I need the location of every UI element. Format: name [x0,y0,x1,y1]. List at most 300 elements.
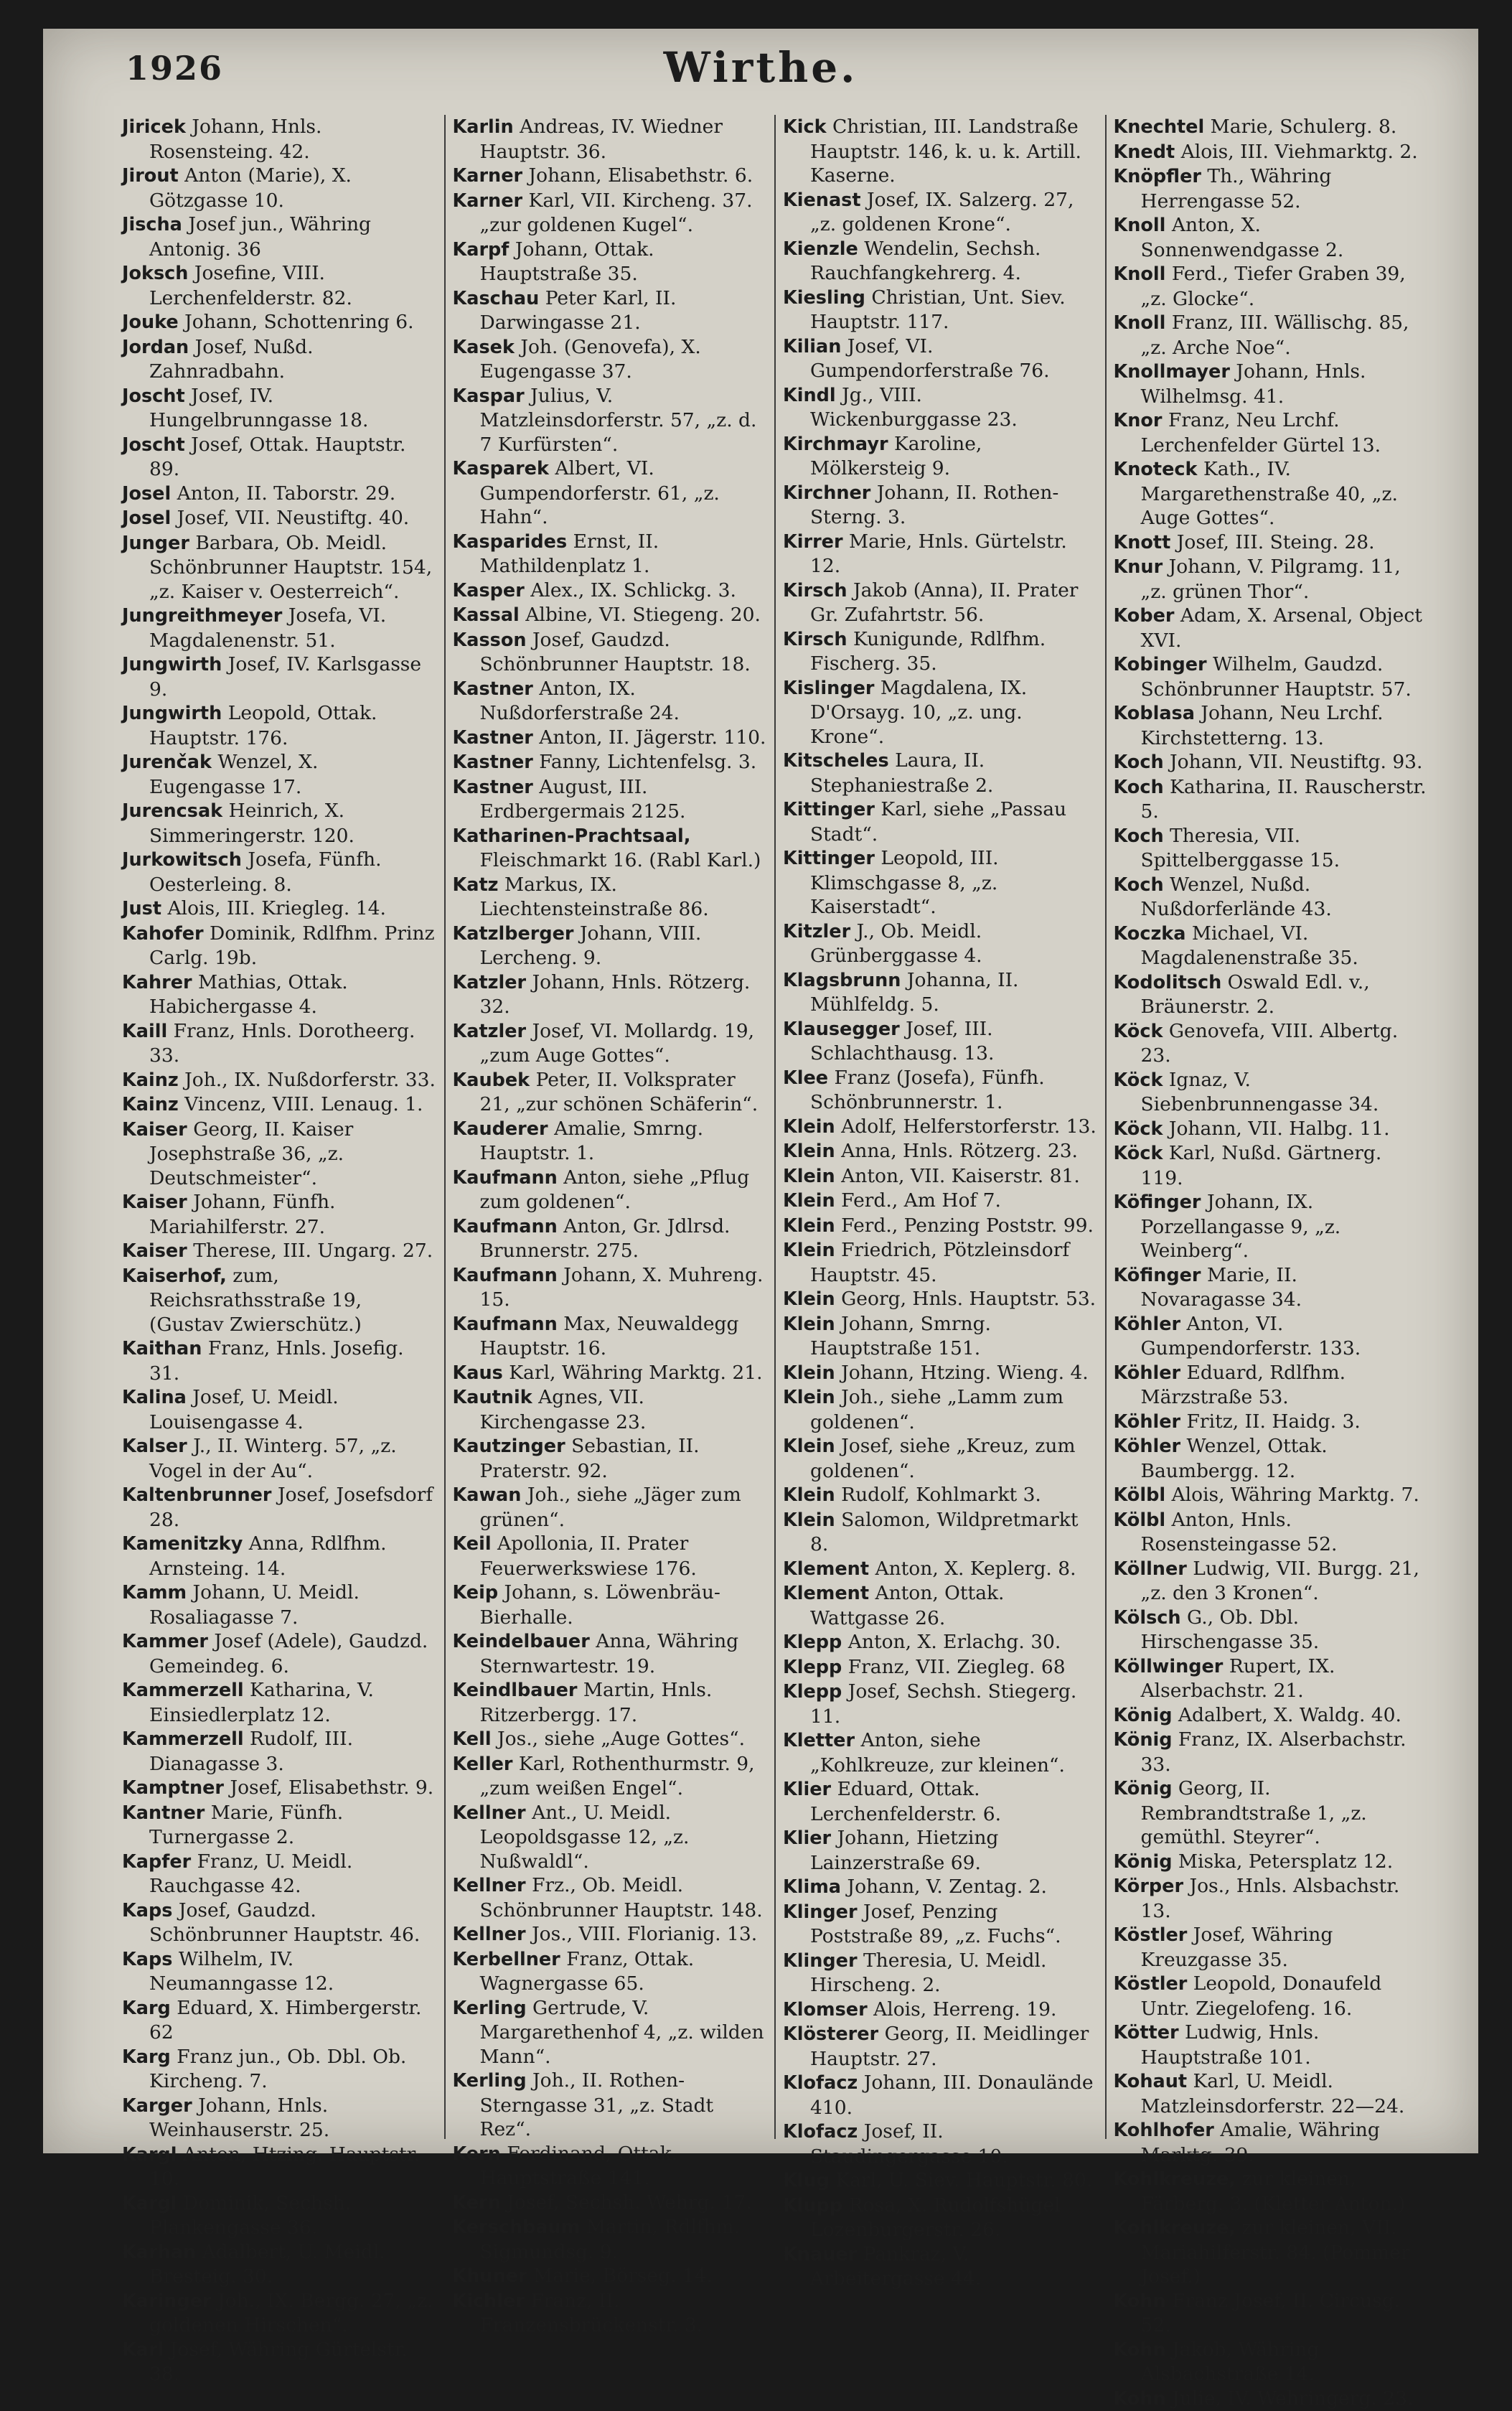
entry-details: Christian, III. Landstraße Hauptstr. 146, k. u. k. Artill. Kaserne. [810,116,1081,187]
entry-details: Josef, Sechsh. Wehrg. 17. [507,2191,751,2214]
directory-entry [783,846,1098,919]
entry-surname: Kainz [122,1094,179,1115]
entry-details: Rudolf, III. Dianagasse 3. [149,1728,353,1775]
entry-details: Georg, II. Kaiser Josephstraße 36, „z. Deutschmeister“. [149,1118,353,1189]
entry-surname: Köhler [1114,1314,1181,1335]
directory-entry [1114,1190,1429,1263]
directory-entry [122,1776,437,1801]
entry-details: Anton, X. Sonnenwendgasse 2. [1141,214,1344,261]
entry-surname: Köck [1114,1069,1163,1091]
directory-entry [122,2240,437,2289]
entry-surname: Knoll [1114,312,1166,334]
entry-details: Franz, Hnls. Josefig. 31. [149,1337,404,1385]
entry-details: Franz, Ottak. Wagnergasse 65. [480,1948,695,1995]
entry-surname: Jungreithmeyer [122,605,282,627]
directory-entry [122,848,437,896]
entry-surname: Joksch [122,263,188,284]
directory-entry [783,676,1098,749]
entry-surname: Klein [783,1116,835,1138]
directory-entry [1114,922,1429,970]
entry-surname: Klein [783,1288,835,1310]
entry-details: Josef, Penzing Poststraße 89, „z. Fuchs“. [810,1901,1061,1948]
entry-details: Georg, II. Meidlinger Hauptstr. 27. [810,2023,1089,2070]
entry-surname: Kohaut [1114,2071,1188,2092]
entry-surname: Keil [453,1533,492,1555]
entry-details: Josef, Nußd. Zahnradbahn. [149,336,314,383]
entry-surname: Keller [453,1754,513,1775]
directory-entry [122,799,437,848]
entry-details: zur kleinen, VII. Mariahilferstr. 84. (Pommer Josef.) [1141,2216,1410,2288]
entry-surname: Kern [453,2143,501,2165]
entry-details: Johann, Hnls. Wilhelmsg. 41. [1141,360,1366,408]
directory-entry [453,2069,768,2142]
directory-entry [453,1117,768,1166]
entry-surname: Kaufmann [453,1265,558,1286]
entry-surname: Köhler [1114,1362,1181,1384]
directory-entry [783,2071,1098,2120]
directory-entry [122,1629,437,1678]
entry-surname: Köfinger [1114,1192,1201,1213]
entry-surname: Köstler [1114,1924,1188,1946]
entry-surname: Kölbl [1114,1509,1166,1531]
entry-surname: Karlin [453,116,514,138]
directory-entry [1114,1728,1429,1776]
entry-surname: Klement [783,1558,869,1580]
directory-entry [453,2264,768,2289]
directory-entry [453,1629,768,1678]
entry-surname: Kammerzell [122,1728,244,1750]
entry-surname: Kauderer [453,1118,548,1140]
directory-entry [453,1752,768,1801]
column-2 [444,115,775,2139]
directory-entry [122,1483,437,1532]
entry-surname: Kober [1114,605,1175,627]
directory-entry [783,481,1098,530]
entry-surname: Kastner [453,727,533,749]
entry-surname: Kislinger [783,678,874,699]
directory-entry [122,531,437,604]
entry-details: Katharina, II. Rauscherstr. 5. [1141,776,1427,823]
entry-surname: Kölsch [1114,1607,1181,1629]
entry-surname: Knechtel [1114,116,1205,138]
directory-entry [453,1483,768,1532]
directory-entry [1114,1923,1429,1972]
entry-surname: Klepp [783,1681,842,1703]
entry-details: Karl, Rothenthurmstr. 9, „zum weißen Engel“. [480,1753,755,1800]
column-1 [115,115,444,2139]
entry-surname: Kassal [453,604,520,626]
entry-details: Albine, VI. Stiegeng. 20. [525,604,761,626]
entry-details: Josef, Währing Kreuzgasse 35. [1141,1924,1333,1971]
entry-surname: Keindlbauer [453,1680,578,1701]
directory-entry [783,2194,1098,2242]
entry-details: Dominik, Rdlfhm. Prinz Carlg. 19b. [149,922,435,970]
directory-entry [122,1092,437,1118]
entry-details: Johann, Hietzing Lainzerstraße 69. [810,1827,998,1874]
directory-entry [453,286,768,335]
entry-surname: Keip [453,1582,499,1604]
entry-details: Jos., Hnls. Alsbachstr. 13. [1141,1875,1400,1922]
entry-details: G., Ob. Dbl. Hirschengasse 35. [1141,1606,1320,1654]
directory-entry [122,1801,437,1850]
entry-surname: Klofacz [783,2072,858,2094]
entry-surname: Kobinger [1114,654,1207,675]
directory-entry [783,1434,1098,1483]
directory-entry [783,1581,1098,1630]
entry-details: Ferd., Am Hof 7. [841,1189,1001,1212]
entry-surname: Kamm [122,1582,187,1604]
entry-details: Amalie, Smrng. Hauptstr. 1. [480,1118,704,1165]
entry-details: Johann, VIII. Lercheng. 9. [480,922,702,970]
directory-entry [1114,2118,1429,2167]
directory-entry [1114,1410,1429,1435]
entry-details: Josef, IV. Hungelbrunngasse 18. [149,385,368,432]
entry-surname: Kitscheles [783,750,889,772]
entry-details: Jakob, Währing Alsbachstraße 14. [1141,2339,1320,2386]
entry-details: Alex., IX. Schlickg. 3. [530,579,736,601]
entry-details: Dominik, Sechsh. Plankengasse 36. [149,2192,351,2239]
entry-details: Alois, Herreng. 19. [873,1998,1056,2021]
entry-details: Amalie, Währing Marktg. 39. [1141,2119,1380,2166]
entry-surname: Kilian [783,336,841,357]
directory-entry [453,1947,768,1996]
directory-entry [783,1066,1098,1115]
entry-surname: Jungwirth [122,654,222,675]
directory-entry [783,1630,1098,1655]
entry-surname: Klein [783,1215,835,1237]
directory-entry [122,1019,437,1068]
entry-surname: Knoll [1114,215,1166,236]
entry-details: Franz (Josefa), Fünfh. Schönbrunnerstr. 1. [810,1067,1045,1114]
entry-surname: Klagsbrunn [783,970,901,991]
entry-details: Josef, III. Steing. 28. [1177,531,1375,553]
directory-entry [1114,2216,1429,2289]
entry-details: Adam, X. Arsenal, Object XVI. [1141,604,1422,652]
directory-entry [1114,1606,1429,1654]
entry-surname: Knollmayer [1114,361,1230,383]
entry-surname: Kaschau [453,288,540,309]
directory-entry [453,164,768,189]
entry-details: Josef, Gaudzd. Schönbrunner Hauptstr. 46. [149,1899,420,1947]
entry-details: Johann, Hnls. Weinhauserstr. 25. [149,2094,329,2142]
entry-details: Salomon, Wildpretmarkt 8. [810,1509,1078,1556]
entry-details: Ludwig, Hnls. Hauptstraße 101. [1141,2021,1320,2069]
entry-surname: Klug [783,2170,830,2191]
directory-entry [783,1115,1098,1140]
entry-surname: Kaspar [453,385,525,407]
entry-surname: Knöpfler [1114,166,1201,187]
entry-surname: König [1114,1705,1173,1726]
entry-details: Anton, IX. Nußdorferstraße 24. [480,678,680,725]
entry-surname: Jurkowitsch [122,849,242,871]
entry-details: Markus, IX. Liechtensteinstraße 86. [480,874,709,921]
directory-entry [453,1678,768,1727]
entry-details: Laura, II. Stephaniestraße 2. [810,749,993,797]
directory-entry [122,970,437,1019]
entry-surname: Kasek [453,337,515,358]
directory-entry [783,1508,1098,1557]
entry-surname: Klier [783,1779,831,1800]
directory-entry [122,433,437,482]
directory-entry [453,1068,768,1117]
entry-surname: Klein [783,1484,835,1506]
directory-entry [783,1777,1098,1826]
directory-entry [783,1949,1098,1998]
entry-surname: Kalser [122,1436,187,1457]
directory-entry [453,1922,768,1947]
directory-entry [453,189,768,238]
entry-details: Martin, Rdlfhm. Sigmundsg. 9. [480,2216,741,2263]
directory-entry [783,1017,1098,1066]
entry-details: Eduard, Rdlfhm. Märzstraße 53. [1141,1362,1346,1409]
directory-entry [1114,652,1429,701]
directory-entry [122,482,437,507]
entry-surname: Kiesling [783,287,865,309]
entry-surname: Kohlkreuze, [1114,2217,1236,2239]
directory-entry [1114,164,1429,213]
entry-surname: Kaufmann [453,1167,558,1189]
entry-details: Josef, IX. Salzerg. 27, „z. goldenen Krone“. [810,189,1074,236]
directory-entry [453,1532,768,1581]
entry-details: Franz, Hnls. Dorotheerg. 33. [149,1020,415,1067]
entry-surname: Kienast [783,189,861,211]
entry-surname: Koch [1114,825,1164,847]
entry-surname: Knedt [1114,141,1175,163]
entry-surname: Kohn [1114,2339,1166,2361]
entry-details: Kath., IV. Margarethenstraße 40, „z. Auge Gottes“. [1141,458,1398,529]
entry-surname: Kerling [453,2070,527,2092]
entry-details: Rupert, IX. Alserbachstr. 21. [1141,1655,1335,1703]
entry-details: Martin, Hnls. Ritzerbergg. 17. [480,1679,713,1726]
directory-entry [783,432,1098,481]
entry-surname: Klinger [783,1901,858,1923]
entry-details: Adalbert, U. Meidl. Bresteig. 30. [149,2241,385,2288]
directory-entry [122,1385,437,1434]
entry-details: August, III. Erdbergermais 2125. [480,776,686,823]
entry-details: Josefa, Fünfh. Oesterleing. 8. [149,848,382,896]
directory-entry [783,2022,1098,2071]
directory-entry [783,1900,1098,1949]
directory-entry [122,750,437,799]
directory-entry [783,1139,1098,1164]
directory-entry [122,1899,437,1947]
entry-surname: Karpf [453,239,510,261]
directory-entry [783,1312,1098,1361]
directory-entry [783,1214,1098,1239]
entry-surname: Kölbl [1114,1484,1166,1506]
entry-surname: Kastner [453,777,533,798]
directory-entry [122,2338,437,2387]
entry-details: Eduard, X. Himbergerstr. 62 [149,1997,421,2044]
entry-details: Christian, Unt. Siev. Hauptstr. 117. [810,286,1066,334]
directory-entry [122,310,437,335]
directory-entry [453,1434,768,1483]
entry-surname: Klee [783,1067,828,1089]
entry-details: Anton, X. Keplerg. 8. [875,1558,1076,1580]
directory-entry [1114,457,1429,530]
directory-entry [122,896,437,922]
entry-details: Fanny, Lichtenfelsg. 3. [539,751,756,773]
entry-details: Ferd., Tiefer Graben 39, „z. Glocke“. [1141,263,1406,310]
directory-entry [1114,1117,1429,1142]
entry-surname: Klein [783,1190,835,1212]
entry-surname: Koczka [1114,923,1186,945]
directory-entry [783,1287,1098,1312]
entry-surname: Klinger [783,1950,858,1972]
entry-surname: Kastner [453,678,533,700]
entry-surname: Kohn [1114,2388,1166,2410]
entry-details: Josef, Sechsh. Stiegerg. 11. [810,1680,1076,1728]
entry-details: Anton, II. Taborstr. 29. [177,482,396,505]
directory-entry [1114,1361,1429,1410]
entry-details: Theresia, U. Meidl. Hirscheng. 2. [810,1949,1046,1997]
entry-surname: Kammer [122,1631,208,1652]
directory-entry [783,627,1098,676]
entry-details: Alois, III. Viehmarktg. 2. [1181,141,1418,163]
directory-entry [1114,824,1429,873]
entry-surname: Kaps [122,1949,172,1970]
directory-entry [783,797,1098,846]
entry-surname: Kittinger [783,848,875,869]
directory-entry [783,334,1098,383]
entry-surname: Kasper [453,580,525,601]
entry-details: Mathias, Ottak. Habichergasse 4. [149,971,348,1019]
entry-details: Ernst, II. Mathildenplatz 1. [480,530,659,578]
entry-surname: Köfinger [1114,1265,1201,1286]
directory-entry [783,579,1098,627]
entry-surname: Kargl [122,2144,177,2166]
entry-details: Josef, Ottak. Hauptstr. 89. [149,434,405,481]
entry-details: Karl, VII. Kircheng. 37. „zur goldenen Kugel“. [480,189,753,237]
entry-details: Alois, III. Kriegleg. 14. [167,897,385,919]
directory-entry [453,603,768,628]
entry-details: Alois, Währing Marktg. 7. [1172,1484,1419,1506]
entry-details: Jos., VIII. Florianig. 13. [532,1923,757,1945]
entry-surname: Kern [453,2192,501,2214]
entry-details: Pankraz, V. Arbeitergasse 44. [810,2243,981,2290]
directory-entry [1114,360,1429,408]
directory-entry [1114,604,1429,652]
entry-surname: Kawan [453,1484,522,1506]
entry-details: J., II. Winterg. 57, „z. Vogel in der Au“. [149,1435,397,1482]
entry-details: Ferdinand, Ottak. Hauptstraße 141. [480,2143,678,2190]
entry-details: Wendelin, Sechsh. Rauchfangkehrerg. 4. [810,238,1041,285]
entry-details: Barbara, Ob. Meidl. Schönbrunner Hauptstr. 154, „z. Kaiser v. Oesterreich“. [149,532,432,603]
entry-surname: Knoteck [1114,459,1198,480]
directory-entry [122,506,437,531]
entry-details: Katharina, V. Einsiedlerplatz 12. [149,1679,374,1726]
directory-entry [783,1189,1098,1214]
entry-details: Josef (Adele), Gaudzd. Gemeindeg. 6. [149,1630,428,1677]
entry-details: Franz, U. Meidl. Rauchgasse 42. [149,1850,352,1898]
directory-entry [453,628,768,677]
entry-details: Therese, III. Ungarg. 27. [193,1240,433,1262]
directory-entry [122,1996,437,2045]
directory-entry [453,1214,768,1263]
entry-surname: Kick [783,116,827,138]
entry-details: Wilhelm, IV. Neumanngasse 12. [149,1948,334,1995]
directory-entry [453,1873,768,1922]
entry-surname: Köstler [1114,1973,1188,1995]
entry-surname: Karg [122,1998,171,2019]
entry-surname: Kainz [122,1069,179,1091]
entry-surname: Kasparek [453,458,549,479]
entry-surname: Körper [1114,1876,1184,1897]
entry-surname: Kaubek [453,1069,530,1091]
page-header [43,43,1478,108]
entry-surname: Karner [453,165,523,187]
entry-surname: Jiricek [122,116,186,138]
directory-entry [1114,701,1429,750]
entry-surname: Junger [122,533,189,554]
entry-surname: Klepp [783,1657,842,1678]
entry-details: Wenzel, Nußd. Nußdorferlände 43. [1141,874,1332,921]
entry-surname: König [1114,1778,1173,1799]
directory-entry [1114,213,1429,262]
entry-surname: Kaps [122,1900,172,1921]
directory-entry [783,1557,1098,1582]
entry-surname: Kahrer [122,972,192,993]
entry-details: Josef, Währing Gürtelstr. 38. [149,2339,408,2386]
directory-entry [1114,1263,1429,1312]
entry-details: Johann, Schottenring 6. [184,311,413,333]
entry-surname: Josel [122,483,171,505]
entry-surname: Köck [1114,1143,1163,1164]
column-3 [774,115,1105,2139]
entry-surname: Katzlberger [453,923,574,945]
entry-details: Franz, VII. Ziegleg. 68 [848,1656,1066,1678]
entry-surname: Knur [1114,556,1163,578]
entry-surname: Keindelbauer [453,1631,590,1652]
directory-entry [1114,2021,1429,2069]
entry-details: Wenzel, X. Eugengasse 17. [149,751,318,798]
entry-details: Ignaz, V. Siebenbrunnengasse 34. [1141,1069,1379,1116]
entry-details: Adalbert, X. Waldg. 40. [1178,1704,1401,1726]
directory-entry [783,2168,1098,2194]
entry-surname: Katharinen-Prachtsaal, [453,825,691,847]
entry-surname: Kirsch [783,629,847,650]
entry-surname: Kasparides [453,531,568,553]
directory-entry [1114,1434,1429,1483]
entry-details: Theresia, VII. Spittelberggasse 15. [1141,825,1340,872]
entry-details: Jos., siehe „Auge Gottes“. [497,1728,745,1750]
entry-surname: Koch [1114,752,1164,773]
directory-entry [1114,555,1429,604]
entry-details: Johann, II. Rothen-Sterng. 3. [810,482,1058,529]
entry-surname: Katz [453,874,499,896]
entry-details: Anton, Gr. Jdlrsd. Brunnerstr. 275. [480,1215,731,1263]
directory-entry [453,873,768,922]
entry-details: Leopold, Ottak. Hauptstr. 176. [149,702,377,749]
directory-entry [1114,1508,1429,1557]
directory-entry [783,188,1098,237]
entry-details: Vincenz, VIII. Lenaug. 1. [184,1093,423,1115]
entry-details: Marie, II. Novaragasse 34. [1141,1264,1302,1311]
directory-entry [122,922,437,970]
entry-surname: Kienzle [783,238,858,260]
directory-entry [1114,775,1429,824]
directory-entry [453,2191,768,2216]
entry-details: Anton, Htzing. Hauptstr. 10. [149,2143,420,2191]
entry-details: Marie, Fünfh. Turnergasse 2. [149,1802,343,1849]
entry-details: zur kleinen, Färberg. 3. (Kletter Anton.) [1141,2168,1406,2215]
entry-details: Josef, Gaudzd. Schönbrunner Hauptstr. 18. [480,629,751,676]
directory-entry [1114,2387,1429,2411]
entry-details: Johann, III. Donaulände 410. [810,2071,1094,2119]
entry-details: Julie, IV. Wehringerg. 23. [1172,2387,1413,2410]
directory-page [43,29,1478,2153]
entry-details: Anton, VI. Gumpendorferstr. 133. [1141,1313,1361,1360]
